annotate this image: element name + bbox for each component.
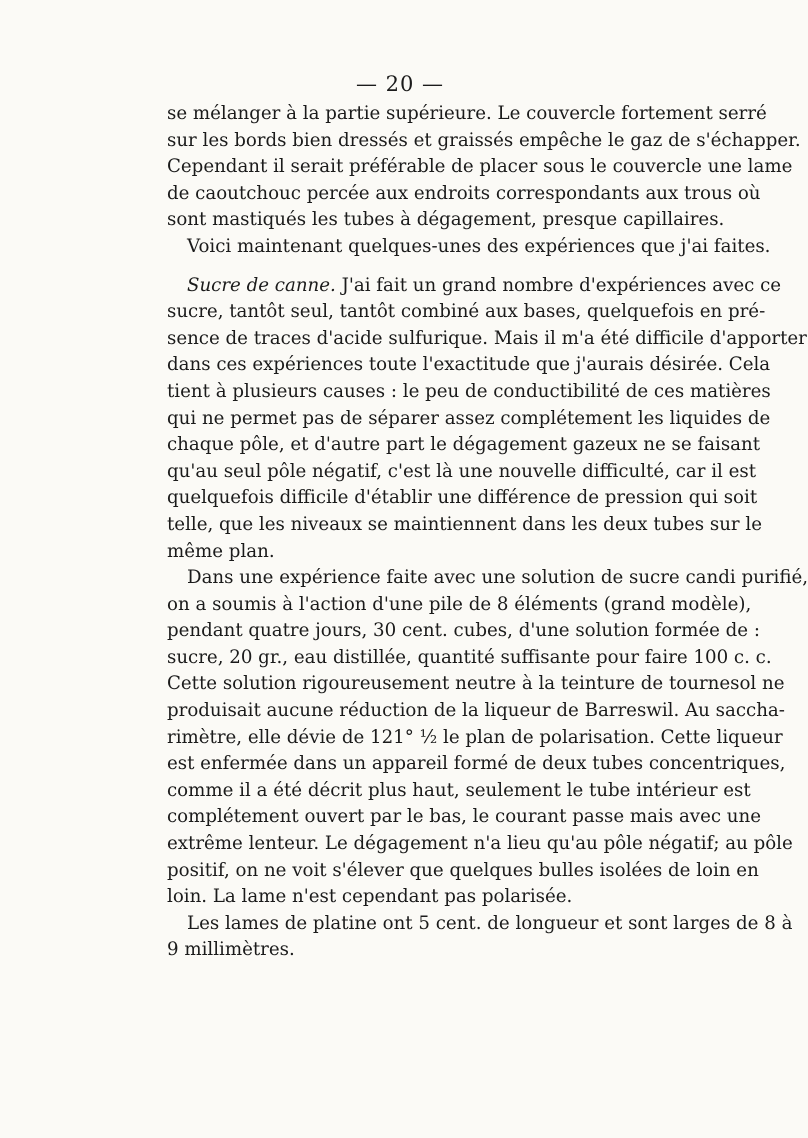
text-line: qui ne permet pas de séparer assez complétement les liquides de <box>167 407 771 429</box>
text-line: sur les bords bien dressés et graissés empêche le gaz de s'échapper. <box>167 129 801 151</box>
text-line: positif, on ne voit s'élever que quelques bulles isolées de loin en <box>167 859 759 881</box>
text-line: de caoutchouc percée aux endroits correspondants aux trous où <box>167 182 761 204</box>
text-line: 9 millimètres. <box>167 939 295 961</box>
text-line: loin. La lame n'est cependant pas polarisée. <box>167 886 573 908</box>
text-line: même plan. <box>167 540 275 562</box>
text-line: Cependant il serait préférable de placer sous le couvercle une lame <box>167 156 793 178</box>
page-number: — 20 — <box>355 72 445 96</box>
paragraph <box>167 101 801 234</box>
text-line: pendant quatre jours, 30 cent. cubes, d'une solution formée de : <box>167 620 760 642</box>
text-line: rimètre, elle dévie de 121° ½ le plan de polarisation. Cette liqueur <box>167 726 783 748</box>
text-line: dans ces expériences toute l'exactitude que j'aurais désirée. Cela <box>167 354 771 376</box>
text-line-rest: J'ai fait un grand nombre d'expériences avec ce <box>335 274 782 296</box>
text-line: comme il a été décrit plus haut, seulement le tube intérieur est <box>167 779 751 801</box>
section-heading: Sucre de canne. <box>187 274 336 296</box>
text-line: on a soumis à l'action d'une pile de 8 éléments (grand modèle), <box>167 593 752 615</box>
text-line: quelquefois difficile d'établir une différence de pression qui soit <box>167 487 758 509</box>
text-line: telle, que les niveaux se maintiennent dans les deux tubes sur le <box>167 513 762 535</box>
text-line: produisait aucune réduction de la liqueur de Barreswil. Au saccha- <box>167 700 785 722</box>
text-line: sence de traces d'acide sulfurique. Mais il m'a été difficile d'apporter <box>167 327 807 349</box>
text-line: sucre, 20 gr., eau distillée, quantité suffisante pour faire 100 c. c. <box>167 646 772 668</box>
text-line: Dans une expérience faite avec une solution de sucre candi purifié, <box>187 567 808 589</box>
text-line: Les lames de platine ont 5 cent. de longueur et sont larges de 8 à <box>187 912 793 934</box>
text-line: chaque pôle, et d'autre part le dégagement gazeux ne se faisant <box>167 434 761 456</box>
text-line: sucre, tantôt seul, tantôt combiné aux bases, quelquefois en pré- <box>167 301 766 323</box>
text-line: qu'au seul pôle négatif, c'est là une nouvelle difficulté, car il est <box>167 460 757 482</box>
text-line: se mélanger à la partie supérieure. Le couvercle fortement serré <box>167 103 767 124</box>
paragraph <box>167 911 793 964</box>
text-line: Voici maintenant quelques-unes des expériences que j'ai faites. <box>187 235 771 257</box>
text-line: est enfermée dans un appareil formé de deux tubes concentriques, <box>167 753 786 775</box>
text-line: complétement ouvert par le bas, le courant passe mais avec une <box>167 806 761 828</box>
paragraph <box>167 565 808 911</box>
text-line: Cette solution rigoureusement neutre à la teinture de tournesol ne <box>167 673 785 695</box>
text-line: tient à plusieurs causes : le peu de conductibilité de ces matières <box>167 380 771 402</box>
text-line: sont mastiqués les tubes à dégagement, presque capillaires. <box>167 209 725 231</box>
text-line-first <box>167 273 782 300</box>
paragraph <box>167 273 807 566</box>
body-text <box>167 101 808 964</box>
text-line: extrême lenteur. Le dégagement n'a lieu qu'au pôle négatif; au pôle <box>167 833 793 855</box>
paragraph <box>167 234 771 261</box>
